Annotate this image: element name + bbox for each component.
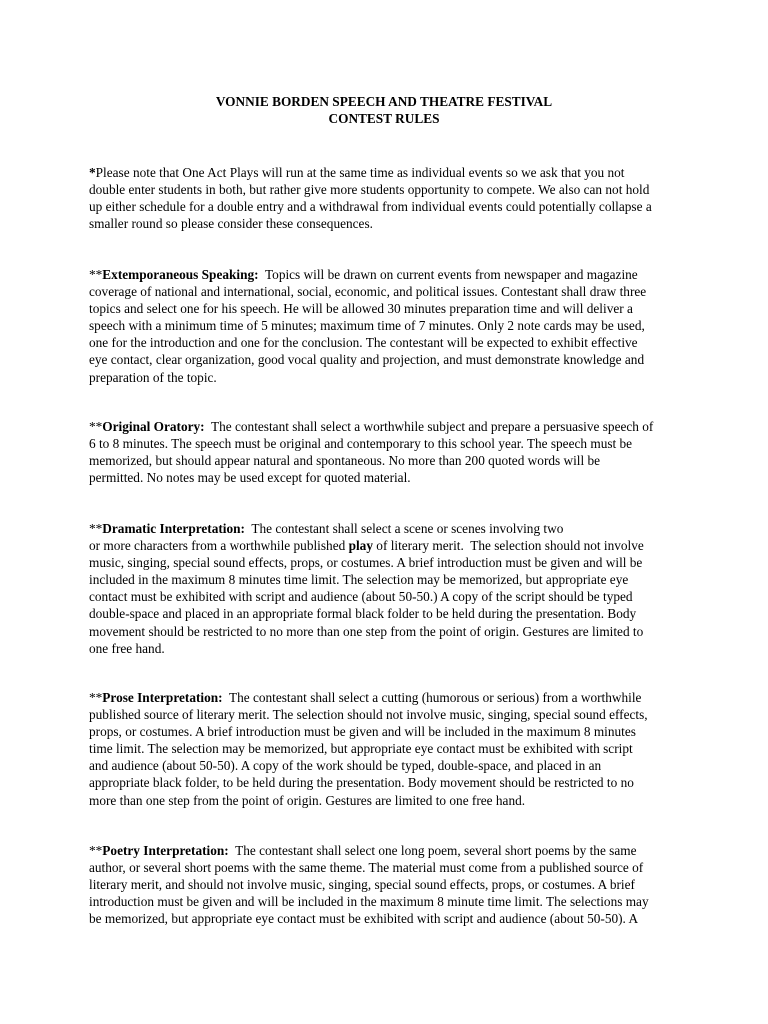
document-title: VONNIE BORDEN SPEECH AND THEATRE FESTIVAL <box>215 94 553 109</box>
section-line: permitted. No notes may be used except for quoted material. <box>89 470 411 486</box>
section-text: The contestant shall select one long poem, several short poems by the same <box>228 843 637 858</box>
section-first-line <box>89 418 689 435</box>
section-original-oratory <box>89 418 689 486</box>
section-line: preparation of the topic. <box>89 369 217 385</box>
section-line: double-space and placed in an appropriate formal black folder to be held during the presentation. Body <box>89 606 637 622</box>
note-line: smaller round so please consider these consequences. <box>89 216 373 232</box>
section-prefix: ** <box>89 843 103 858</box>
section-line: eye contact, clear organization, good vocal quality and projection, and must demonstrate knowledge and <box>89 352 645 368</box>
section-line: author, or several short poems with the same theme. The material must come from a published source of <box>89 860 644 876</box>
note-text: Please note that One Act Plays will run at the same time as individual events so we ask that you not <box>95 165 625 180</box>
section-text: Topics will be drawn on current events from newspaper and magazine <box>258 267 638 282</box>
section-line: more than one step from the point of origin. Gestures are limited to one free hand. <box>89 792 526 808</box>
section-line <box>89 537 689 554</box>
section-heading: Extemporaneous Speaking: <box>102 267 259 282</box>
section-line: topics and select one for his speech. He will be allowed 30 minutes preparation time and will deliver a <box>89 301 633 317</box>
section-line: one for the introduction and one for the conclusion. The contestant will be expected to exhibit effective <box>89 335 638 351</box>
document-subtitle: CONTEST RULES <box>328 111 440 126</box>
section-first-line <box>89 520 689 537</box>
section-prefix: ** <box>89 690 103 705</box>
section-line: speech with a minimum time of 5 minutes; maximum time of 7 minutes. Only 2 note cards may be used, <box>89 318 645 334</box>
section-heading: Dramatic Interpretation: <box>102 521 245 536</box>
section-line: music, singing, special sound effects, props, or costumes. A brief introduction must be given and will be <box>89 555 643 571</box>
section-text: The contestant shall select a scene or scenes involving two <box>244 521 564 536</box>
section-line: published source of literary merit. The selection should not involve music, singing, special sound effects, <box>89 707 648 723</box>
note-paragraph <box>89 164 689 232</box>
section-line: time limit. The selection may be memorized, but appropriate eye contact must be exhibited with script <box>89 741 633 757</box>
section-line: literary merit, and should not involve music, singing, special sound effects, props, or costumes. A brief <box>89 877 635 893</box>
section-line: contact must be exhibited with script and audience (about 50-50.) A copy of the script should be typed <box>89 589 633 605</box>
note-line: double enter students in both, but rather give more students opportunity to compete. We also can not hold <box>89 182 650 198</box>
section-prefix: ** <box>89 521 103 536</box>
section-line: movement should be restricted to no more than one step from the point of origin. Gestures are limited to <box>89 623 644 639</box>
section-poetry-interpretation <box>89 842 689 927</box>
section-dramatic-interpretation <box>89 520 689 657</box>
section-heading: Prose Interpretation: <box>102 690 223 705</box>
note-prefix: * <box>89 165 96 180</box>
section-line: appropriate black folder, to be held during the presentation. Body movement should be restricted to no <box>89 775 634 791</box>
section-first-line <box>89 842 689 859</box>
section-line: and audience (about 50-50). A copy of the work should be typed, double-space, and placed in an <box>89 758 602 774</box>
section-line: coverage of national and international, social, economic, and political issues. Contestant shall draw three <box>89 284 647 300</box>
section-prose-interpretation <box>89 689 689 809</box>
section-line: one free hand. <box>89 640 165 656</box>
section-line: be memorized, but appropriate eye contact must be exhibited with script and audience (about 50-50). A <box>89 911 639 927</box>
section-line: introduction must be given and will be included in the maximum 8 minute time limit. The selections may <box>89 894 649 910</box>
section-first-line <box>89 266 689 283</box>
section-line: 6 to 8 minutes. The speech must be original and contemporary to this school year. The speech must be <box>89 436 633 452</box>
section-line: props, or costumes. A brief introduction must be given and will be included in the maximum 8 minutes <box>89 724 636 740</box>
section-text: The contestant shall select a cutting (humorous or serious) from a worthwhile <box>222 690 642 705</box>
section-text: The contestant shall select a worthwhile subject and prepare a persuasive speech of <box>204 419 654 434</box>
section-line: memorized, but should appear natural and spontaneous. No more than 200 quoted words will be <box>89 453 601 469</box>
section-heading: Poetry Interpretation: <box>102 843 229 858</box>
section-text: or more characters from a worthwhile published <box>89 538 349 554</box>
section-prefix: ** <box>89 267 103 282</box>
section-text: of literary merit. The selection should not involve <box>372 538 644 554</box>
section-line: included in the maximum 8 minutes time limit. The selection may be memorized, but appropriate eye <box>89 572 629 588</box>
emphasis-play: play <box>348 538 373 554</box>
note-line <box>89 164 689 181</box>
section-prefix: ** <box>89 419 103 434</box>
section-first-line <box>89 689 689 706</box>
section-extemporaneous-speaking <box>89 266 689 386</box>
note-line: up either schedule for a double entry and a withdrawal from individual events could potentially collapse a <box>89 199 652 215</box>
section-heading: Original Oratory: <box>102 419 205 434</box>
